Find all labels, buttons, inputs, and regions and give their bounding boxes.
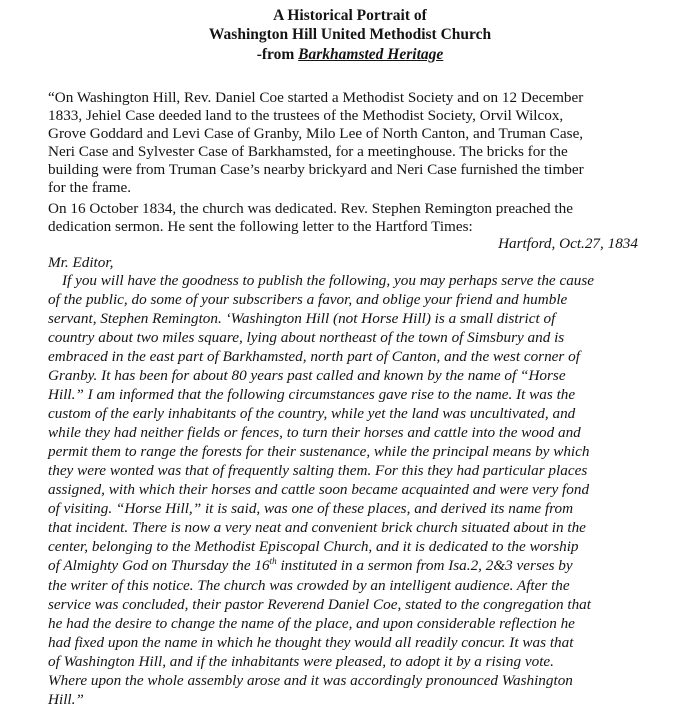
intro-line: “On Washington Hill, Rev. Daniel Coe started a Methodist Society and on 12 December (48, 89, 584, 106)
intro-line: for the frame. (48, 179, 132, 196)
source-line (0, 46, 700, 64)
letter-line: Hill.” (48, 691, 84, 708)
intro-line: building were from Truman Case’s nearby brickyard and Neri Case furnished the timber (48, 161, 584, 178)
letter-line: embraced in the east part of Barkhamsted, north part of Canton, and the west corner of (48, 348, 580, 365)
letter-line: the writer of this notice. The church was crowded by an intelligent audience. After the (48, 577, 570, 594)
letter-line: had fixed upon the name in which he thought they would all readily concur. It was that (48, 634, 574, 651)
letter-line: Hill.” I am informed that the following circumstances gave rise to the name. It was the (48, 386, 576, 403)
ordinal-before: of Almighty God on Thursday the 16 (48, 557, 270, 574)
dateline: Hartford, Oct.27, 1834 (498, 235, 638, 252)
letter-line: Where upon the whole assembly arose and it was accordingly pronounced Washington (48, 672, 573, 689)
letter-line: of visiting. “Horse Hill,” it is said, was one of these places, and derived its name from (48, 500, 574, 517)
letter-line: while they had neither fields or fences, to turn their horses and cattle into the wood and (48, 424, 581, 441)
letter-line: he had the desire to change the name of the place, and upon considerable reflection he (48, 615, 575, 632)
title-line-1: A Historical Portrait of (273, 7, 427, 24)
intro-line: On 16 October 1834, the church was dedicated. Rev. Stephen Remington preached the (48, 200, 573, 217)
ordinal-after: instituted in a sermon from Isa.2, 2&3 verses by (276, 557, 573, 574)
source-prefix: -from (256, 46, 299, 63)
letter-line: permit them to range the forests for their sustenance, while the principal means by which (48, 443, 590, 460)
salutation: Mr. Editor, (48, 254, 114, 271)
intro-line: dedication sermon. He sent the following letter to the Hartford Times: (48, 218, 473, 235)
letter-line: servant, Stephen Remington. ‘Washington Hill (not Horse Hill) is a small district of (48, 310, 556, 327)
intro-line: Neri Case and Sylvester Case of Barkhamsted, for a meetinghouse. The bricks for the (48, 143, 568, 160)
letter-line: that incident. There is now a very neat and convenient brick church situated about in the (48, 519, 586, 536)
letter-line: Granby. It has been for about 80 years past called and known by the name of “Horse (48, 367, 566, 384)
letter-line: of the public, do some of your subscribers a favor, and oblige your friend and humble (48, 291, 568, 308)
letter-line: they were wonted was that of frequently salting them. For this they had particular places (48, 462, 588, 479)
source-title: Barkhamsted Heritage (298, 46, 444, 63)
intro-line: Grove Goddard and Levi Case of Granby, Milo Lee of North Canton, and Truman Case, (48, 125, 584, 142)
ordinal-superscript: th (269, 556, 277, 566)
letter-line: If you will have the goodness to publish the following, you may perhaps serve the cause (62, 272, 595, 289)
letter-line: service was concluded, their pastor Reverend Daniel Coe, stated to the congregation that (48, 596, 591, 613)
intro-line: 1833, Jehiel Case deeded land to the trustees of the Methodist Society, Orvil Wilcox, (48, 107, 564, 124)
letter-line-ordinal (48, 556, 573, 575)
letter-line: of Washington Hill, and if the inhabitants were pleased, to adopt it by a rising vote. (48, 653, 554, 670)
letter-line: custom of the early inhabitants of the country, while yet the land was uncultivated, and (48, 405, 576, 422)
letter-line: country about two miles square, lying about northeast of the town of Simsbury and is (48, 329, 565, 346)
letter-line: assigned, with which their horses and cattle soon became acquainted and were very fond (48, 481, 590, 498)
letter-line: center, belonging to the Methodist Episcopal Church, and it is dedicated to the worship (48, 538, 579, 555)
title-line-2: Washington Hill United Methodist Church (208, 26, 492, 43)
